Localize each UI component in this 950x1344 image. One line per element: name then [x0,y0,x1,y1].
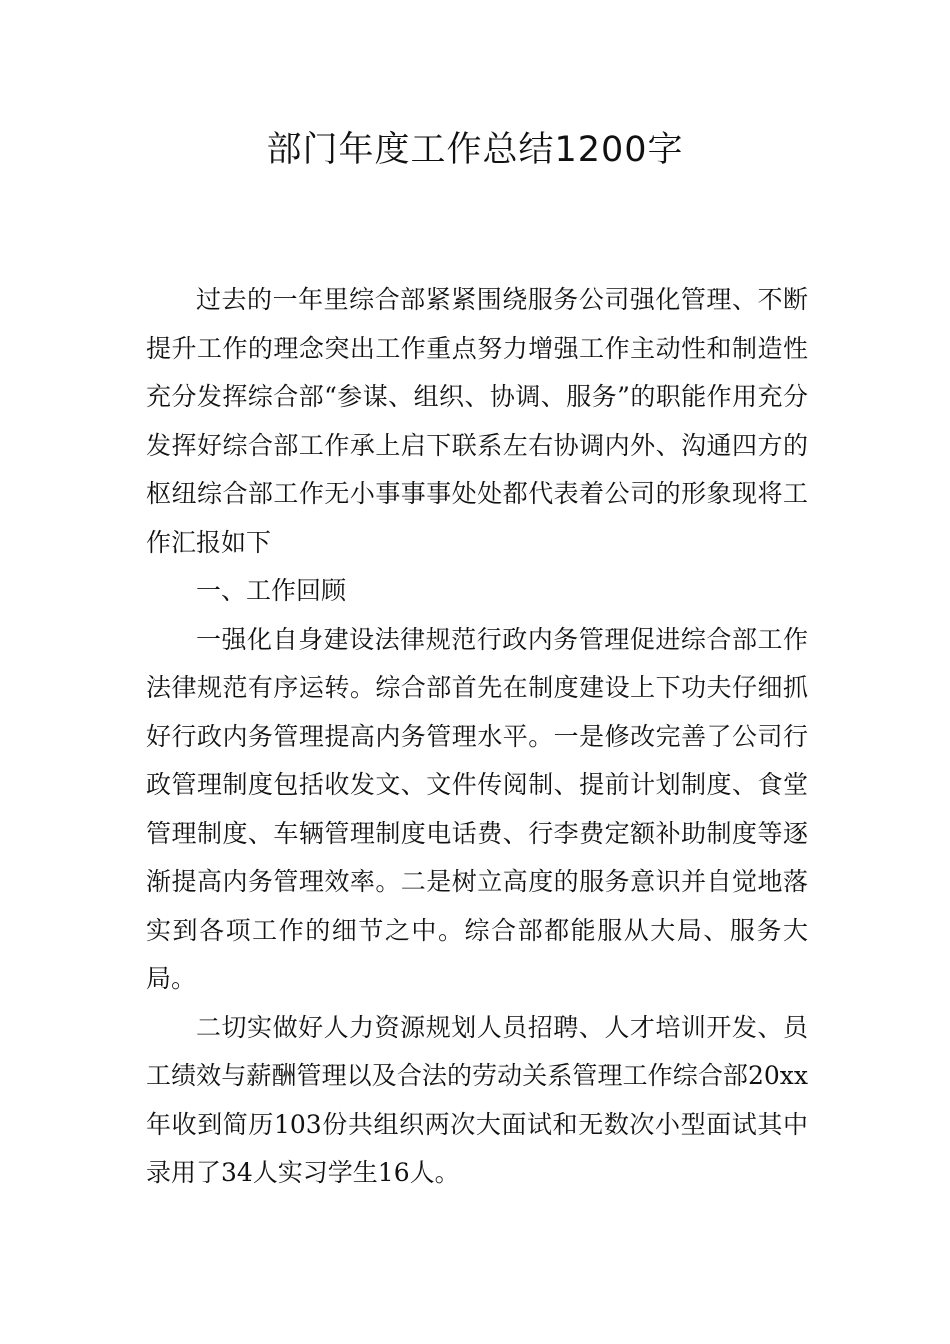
paragraph-self-building: 一强化自身建设法律规范行政内务管理促进综合部工作法律规范有序运转。综合部首先在制度建设上下功夫仔细抓好行政内务管理提高内务管理水平。一是修改完善了公司行政管理制度包括收发文、文件传阅制、提前计划制度、食堂管理制度、车辆管理制度电话费、行李费定额补助制度等逐渐提高内务管理效率。二是树立高度的服务意识并自觉地落实到各项工作的细节之中。综合部都能服从大局、服务大局。 [146,624,808,993]
paragraph-intro: 过去的一年里综合部紧紧围绕服务公司强化管理、不断提升工作的理念突出工作重点努力增强工作主动性和制造性充分发挥综合部“参谋、组织、协调、服务”的职能作用充分发挥好综合部工作承上启下联系左右协调内外、沟通四方的枢纽综合部工作无小事事事处处都代表着公司的形象现将工作汇报如下 [146,285,808,557]
document-body [146,276,808,1198]
paragraph-human-resources: 二切实做好人力资源规划人员招聘、人才培训开发、员工绩效与薪酬管理以及合法的劳动关系管理工作综合部20xx年收到简历103份共组织两次大面试和无数次小型面试其中录用了34人实习学生16人。 [146,1012,808,1187]
document-title: 部门年度工作总结1200字 [266,130,684,170]
section-heading-review: 一、工作回顾 [196,576,347,605]
